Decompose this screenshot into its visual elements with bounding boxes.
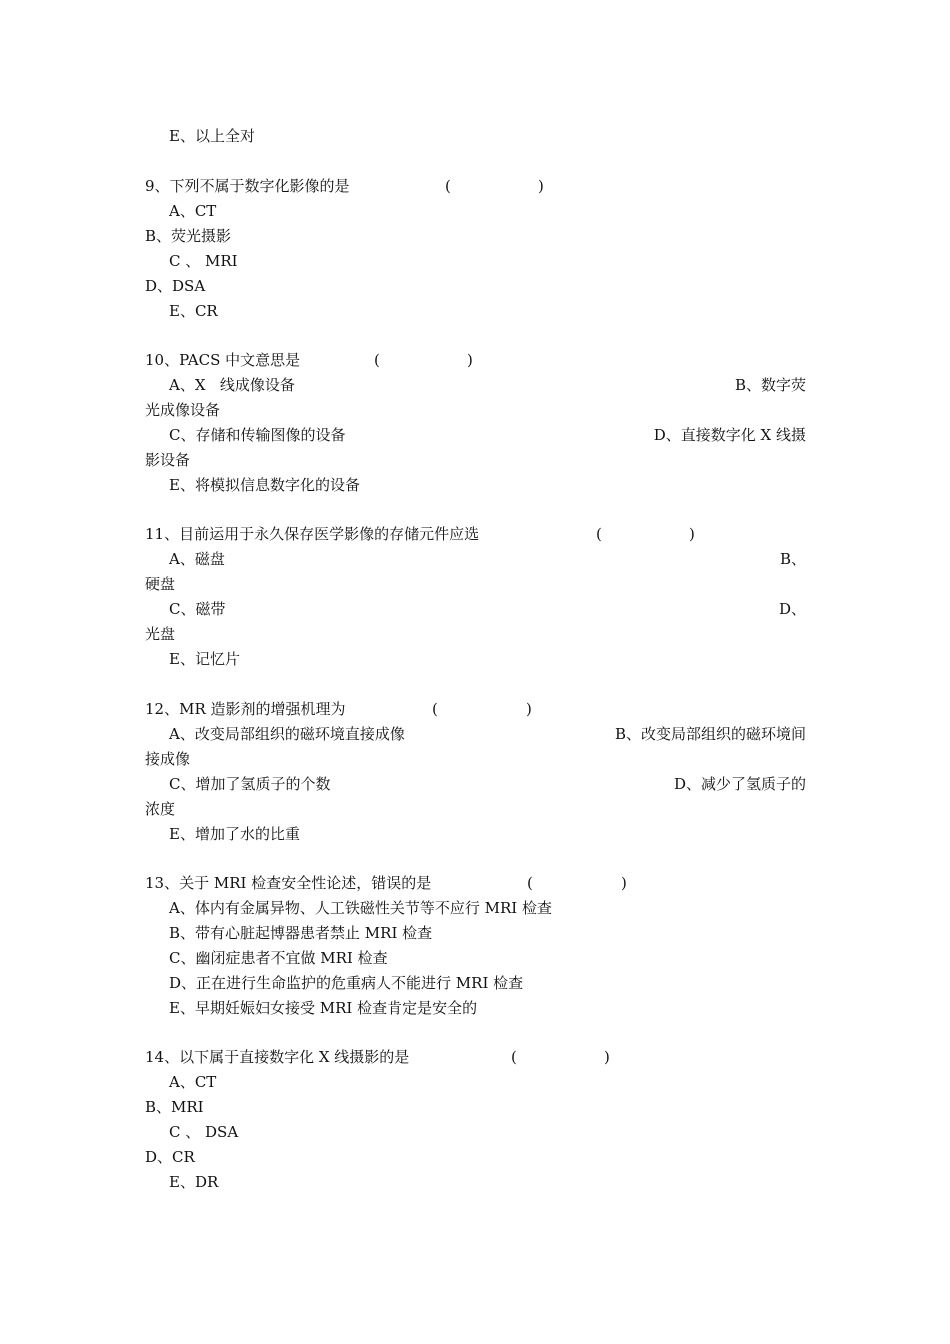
q10-option-c: C、存储和传输图像的设备 bbox=[169, 426, 346, 444]
q10-option-d: D、直接数字化 X 线摄 bbox=[653, 426, 806, 444]
q12-option-b-cont: 接成像 bbox=[145, 750, 191, 768]
q9-option-b: B、荧光摄影 bbox=[145, 227, 232, 245]
q9-option-e: E、CR bbox=[169, 302, 218, 320]
q13-option-e: E、早期妊娠妇女接受 MRI 检查肯定是安全的 bbox=[169, 999, 478, 1017]
q11-option-d-cont: 光盘 bbox=[145, 625, 176, 643]
q12-option-b: B、改变局部组织的磁环境间 bbox=[614, 725, 806, 743]
q12-option-e: E、增加了水的比重 bbox=[169, 825, 300, 843]
q11-option-a: A、磁盘 bbox=[169, 550, 225, 568]
q13-stem: 13、关于 MRI 检查安全性论述，错误的是 bbox=[145, 874, 432, 892]
q10-stem: 10、PACS 中文意思是 bbox=[145, 351, 301, 369]
q12-option-d-cont: 浓度 bbox=[145, 800, 176, 818]
q13-paren-close: ) bbox=[621, 874, 627, 892]
q12-stem: 12、MR 造影剂的增强机理为 bbox=[145, 700, 346, 718]
q13-option-a: A、体内有金属异物、人工铁磁性关节等不应行 MRI 检查 bbox=[169, 899, 552, 917]
q9-option-c: C 、 MRI bbox=[169, 252, 238, 270]
q10-paren-open: ( bbox=[374, 351, 380, 369]
q12-option-a: A、改变局部组织的磁环境直接成像 bbox=[169, 725, 405, 743]
q12-paren-close: ) bbox=[526, 700, 532, 718]
q8-option-e: E、以上全对 bbox=[169, 127, 255, 145]
q10-option-b: B、数字荧 bbox=[734, 376, 806, 394]
q13-option-c: C、幽闭症患者不宜做 MRI 检查 bbox=[169, 949, 388, 967]
q9-stem: 9、下列不属于数字化影像的是 bbox=[145, 177, 350, 195]
q13-option-b: B、带有心脏起博器患者禁止 MRI 检查 bbox=[169, 924, 433, 942]
q14-option-d: D、CR bbox=[145, 1148, 195, 1166]
q11-option-e: E、记忆片 bbox=[169, 650, 240, 668]
q14-option-b: B、MRI bbox=[145, 1098, 204, 1116]
q10-option-b-cont: 光成像设备 bbox=[145, 401, 221, 419]
q9-option-a: A、CT bbox=[169, 202, 217, 220]
q9-paren-open: ( bbox=[445, 177, 451, 195]
q12-paren-open: ( bbox=[432, 700, 438, 718]
q11-option-c: C、磁带 bbox=[169, 600, 226, 618]
q11-option-b-cont: 硬盘 bbox=[145, 575, 176, 593]
q14-paren-close: ) bbox=[604, 1048, 610, 1066]
q11-paren-open: ( bbox=[596, 525, 602, 543]
q11-option-b: B、 bbox=[779, 550, 806, 568]
q10-option-d-cont: 影设备 bbox=[145, 451, 191, 469]
q11-option-d: D、 bbox=[778, 600, 806, 618]
q9-paren-close: ) bbox=[538, 177, 544, 195]
q14-option-c: C 、 DSA bbox=[169, 1123, 239, 1141]
q14-stem: 14、以下属于直接数字化 X 线摄影的是 bbox=[145, 1048, 410, 1066]
q11-stem: 11、目前运用于永久保存医学影像的存储元件应选 bbox=[145, 525, 480, 543]
q12-option-c: C、增加了氢质子的个数 bbox=[169, 775, 331, 793]
q14-option-e: E、DR bbox=[169, 1173, 219, 1191]
q13-paren-open: ( bbox=[527, 874, 533, 892]
q11-paren-close: ) bbox=[689, 525, 695, 543]
q14-paren-open: ( bbox=[511, 1048, 517, 1066]
q12-option-d: D、减少了氢质子的 bbox=[673, 775, 806, 793]
q10-option-e: E、将模拟信息数字化的设备 bbox=[169, 476, 360, 494]
q9-option-d: D、DSA bbox=[145, 277, 206, 295]
q14-option-a: A、CT bbox=[169, 1073, 217, 1091]
q10-option-a: A、X 线成像设备 bbox=[169, 376, 295, 394]
q13-option-d: D、正在进行生命监护的危重病人不能进行 MRI 检查 bbox=[169, 974, 524, 992]
q10-paren-close: ) bbox=[467, 351, 473, 369]
